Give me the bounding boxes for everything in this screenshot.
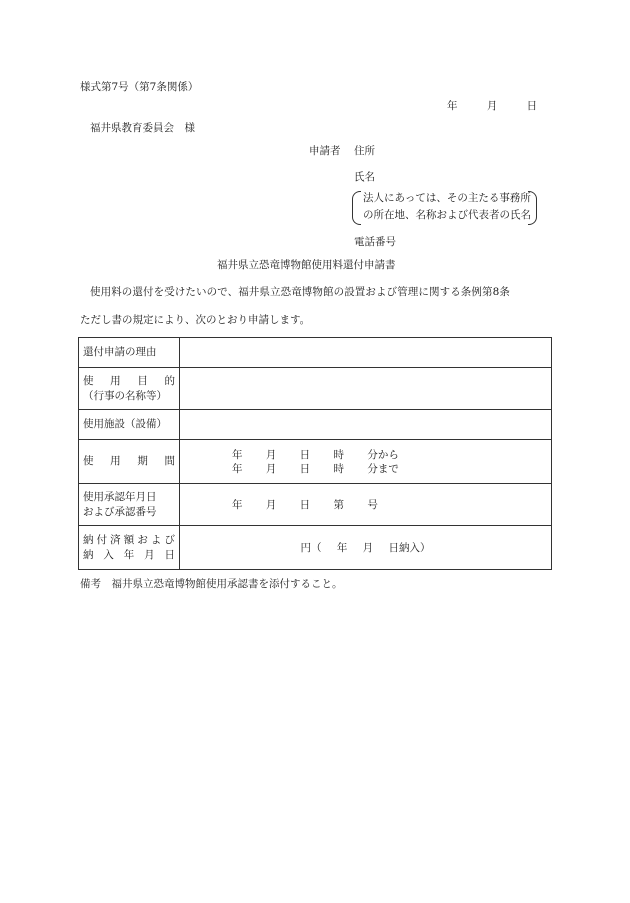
purpose-char: 目 — [137, 374, 148, 387]
period-label-cell — [79, 440, 180, 484]
period-label — [83, 454, 175, 469]
period-char: 期 — [137, 455, 148, 467]
paid-char: 月 — [144, 548, 155, 561]
corporation-note — [355, 190, 531, 224]
paid-value: 円（ 年 月 日納入） — [300, 542, 431, 554]
period-field[interactable] — [180, 440, 552, 484]
phone-label: 電話番号 — [354, 236, 396, 248]
row-period — [79, 440, 552, 484]
row-purpose — [79, 368, 552, 410]
body-text-line2: ただし書の規定により、次のとおり申請します。 — [80, 314, 311, 326]
left-bracket — [352, 191, 361, 225]
paid-label-cell — [79, 526, 180, 570]
name-label: 氏名 — [354, 171, 375, 183]
body-text-line1: 使用料の還付を受けたいので、福井県立恐竜博物館の設置および管理に関する条例第8条 — [90, 286, 510, 298]
remarks-note: 備考 福井県立恐竜博物館使用承認書を添付すること。 — [80, 578, 343, 590]
row-facility — [79, 410, 552, 440]
approval-label-line1: 使用承認年月日 — [83, 490, 157, 503]
paid-char: お — [137, 533, 148, 546]
application-table — [78, 337, 552, 570]
purpose-sublabel: （行事の名称等） — [83, 389, 167, 402]
paid-char: 納 — [83, 548, 94, 561]
row-reason — [79, 338, 552, 368]
row-paid — [79, 526, 552, 570]
period-char: 使 — [83, 455, 94, 467]
period-to: 年 月 日 時 分まで — [232, 462, 399, 475]
reason-label: 還付申請の理由 — [79, 338, 180, 368]
purpose-label-cell — [79, 368, 180, 410]
approval-value: 年 月 日 第 号 — [232, 498, 378, 511]
approval-label-cell — [79, 484, 180, 526]
address-label: 住所 — [354, 145, 375, 157]
date-line: 年 月 日 — [447, 100, 538, 112]
paid-field[interactable] — [180, 526, 552, 570]
period-from: 年 月 日 時 分から — [232, 448, 399, 461]
approval-field[interactable] — [180, 484, 552, 526]
applicant-label: 申請者 — [309, 145, 341, 157]
right-bracket — [528, 191, 537, 225]
period-char: 間 — [164, 455, 175, 467]
corporation-note-line2: の所在地、名称および代表者の氏名 — [363, 209, 531, 221]
purpose-label — [83, 374, 175, 389]
reason-field[interactable] — [180, 338, 552, 368]
period-char: 用 — [110, 455, 121, 467]
paid-char: 年 — [123, 548, 135, 561]
paid-char: 額 — [123, 533, 135, 546]
addressee: 福井県教育委員会 様 — [90, 122, 195, 134]
purpose-field[interactable] — [180, 368, 552, 410]
form-title: 福井県立恐竜博物館使用料還付申請書 — [217, 259, 396, 271]
facility-label: 使用施設（設備） — [79, 410, 180, 440]
purpose-char: 用 — [110, 374, 121, 387]
purpose-char: 的 — [164, 374, 175, 387]
approval-label-line2: および承認番号 — [83, 505, 157, 518]
facility-field[interactable] — [180, 410, 552, 440]
paid-char: び — [164, 533, 175, 546]
paid-label-line1 — [83, 533, 175, 548]
corporation-note-line1: 法人にあっては、その主たる事務所 — [363, 192, 531, 204]
purpose-char: 使 — [83, 374, 94, 387]
row-approval — [79, 484, 552, 526]
paid-char: 入 — [103, 548, 114, 561]
paid-char: 日 — [164, 548, 175, 561]
paid-label-line2 — [83, 548, 175, 563]
paid-char: 納 — [83, 533, 94, 546]
paid-char: よ — [150, 533, 162, 546]
paid-char: 済 — [110, 533, 121, 546]
form-number: 様式第7号（第7条関係） — [80, 81, 199, 93]
paid-char: 付 — [96, 533, 108, 546]
